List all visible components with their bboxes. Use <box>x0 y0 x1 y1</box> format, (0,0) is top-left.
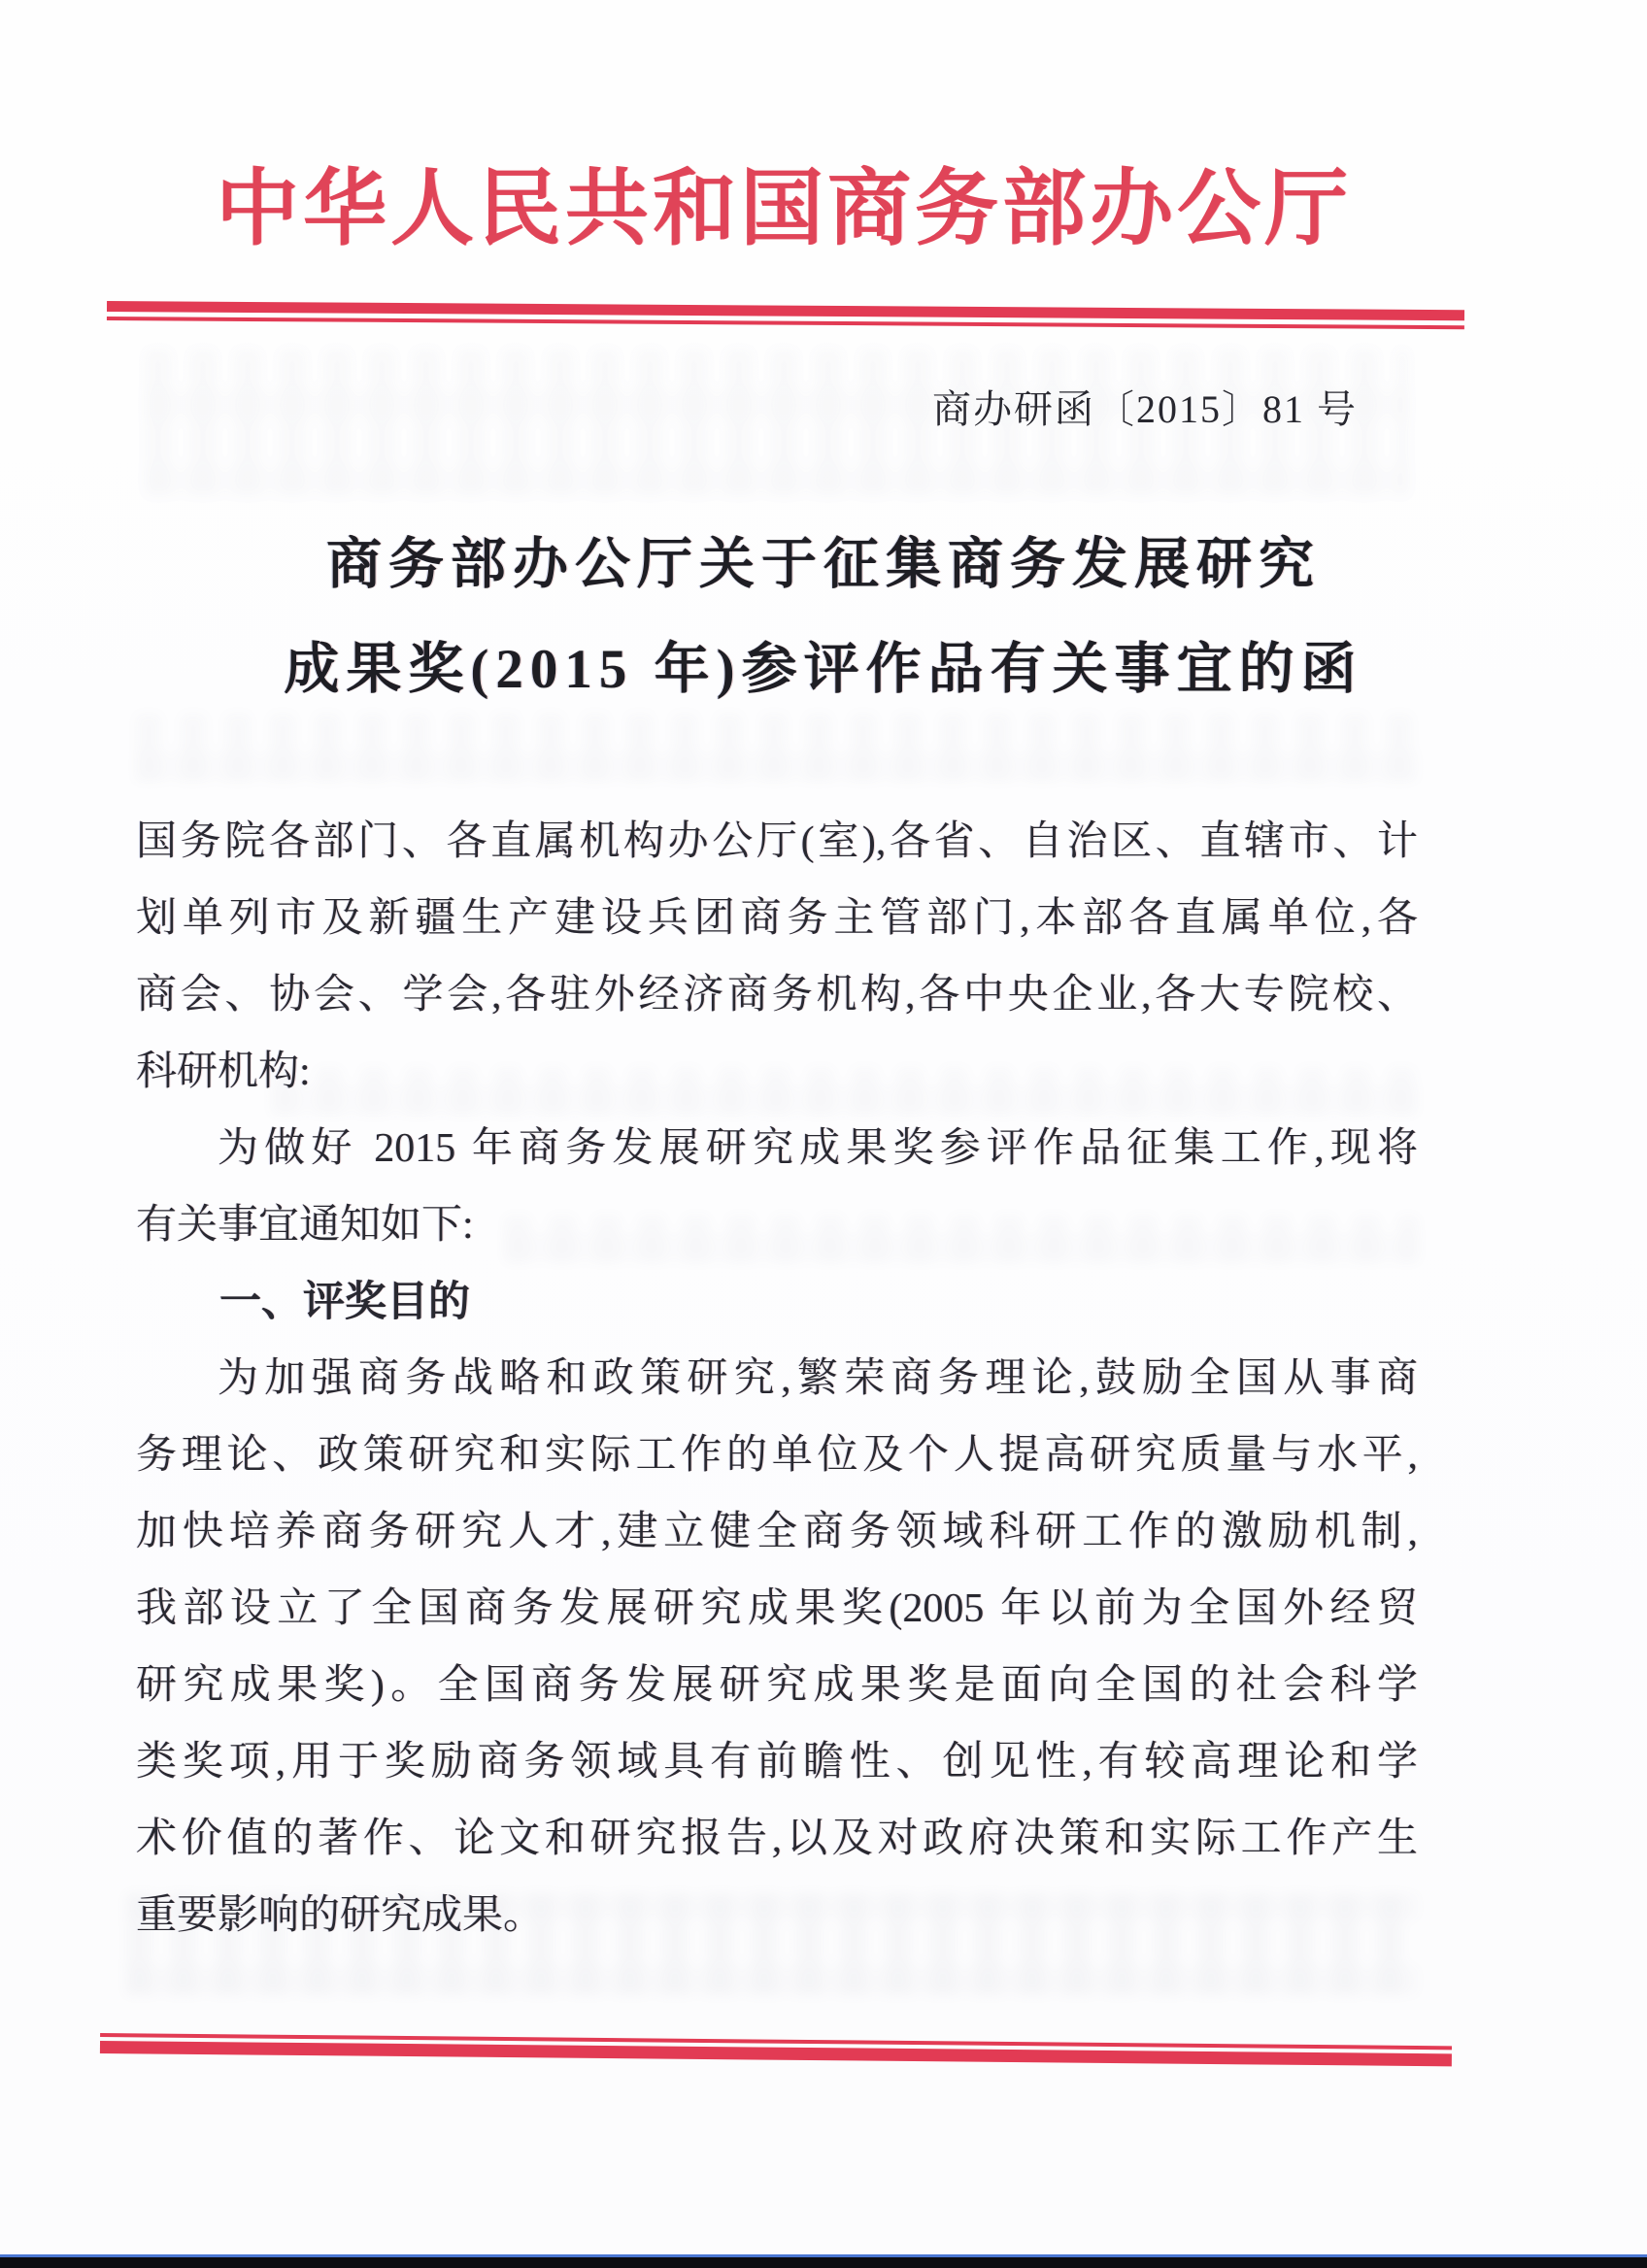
document-title <box>0 513 1647 722</box>
body-line-addressee: 划单列市及新疆生产建设兵团商务主管部门,本部各直属单位,各 <box>136 896 1418 941</box>
document-body <box>136 804 1418 1954</box>
body-line-addressee: 国务院各部门、各直属机构办公厅(室),各省、自治区、直辖市、计 <box>136 819 1418 864</box>
body-line-paragraph: 术价值的著作、论文和研究报告,以及对政府决策和实际工作产生 <box>136 1817 1418 1861</box>
body-line-paragraph: 为加强商务战略和政策研究,繁荣商务理论,鼓励全国从事商 <box>218 1356 1418 1401</box>
body-line-addressee: 商会、协会、学会,各驻外经济商务机构,各中央企业,各大专院校、 <box>136 973 1418 1017</box>
document-number: 商办研函〔2015〕81 号 <box>932 387 1358 431</box>
body-line-intro-end: 有关事宜通知如下: <box>136 1203 474 1248</box>
body-line-paragraph: 类奖项,用于奖励商务领域具有前瞻性、创见性,有较高理论和学 <box>136 1740 1418 1784</box>
body-line-paragraph: 务理论、政策研究和实际工作的单位及个人提高研究质量与水平, <box>136 1433 1418 1478</box>
footer-rule <box>100 2033 1452 2066</box>
scanner-edge-artifact <box>0 2254 1647 2268</box>
document-title-line2: 成果奖(2015 年)参评作品有关事宜的函 <box>284 639 1363 700</box>
body-line-addressee-end: 科研机构: <box>136 1050 311 1094</box>
body-line-paragraph-end: 重要影响的研究成果。 <box>136 1893 545 1938</box>
section-heading-award-purpose: 一、评奖目的 <box>219 1279 470 1325</box>
body-line-paragraph: 我部设立了全国商务发展研究成果奖(2005 年以前为全国外经贸 <box>136 1586 1418 1631</box>
bleedthrough-smudge <box>136 714 1418 782</box>
document-title-line1: 商务部办公厅关于征集商务发展研究 <box>326 534 1321 595</box>
letterhead-divider-rule <box>107 301 1464 329</box>
body-line-paragraph: 研究成果奖)。全国商务发展研究成果奖是面向全国的社会科学 <box>136 1663 1418 1708</box>
body-line-intro: 为做好 2015 年商务发展研究成果奖参评作品征集工作,现将 <box>218 1126 1418 1171</box>
letterhead-title: 中华人民共和国商务部办公厅 <box>216 162 1352 255</box>
body-line-paragraph: 加快培养商务研究人才,建立健全商务领域科研工作的激励机制, <box>136 1510 1418 1554</box>
